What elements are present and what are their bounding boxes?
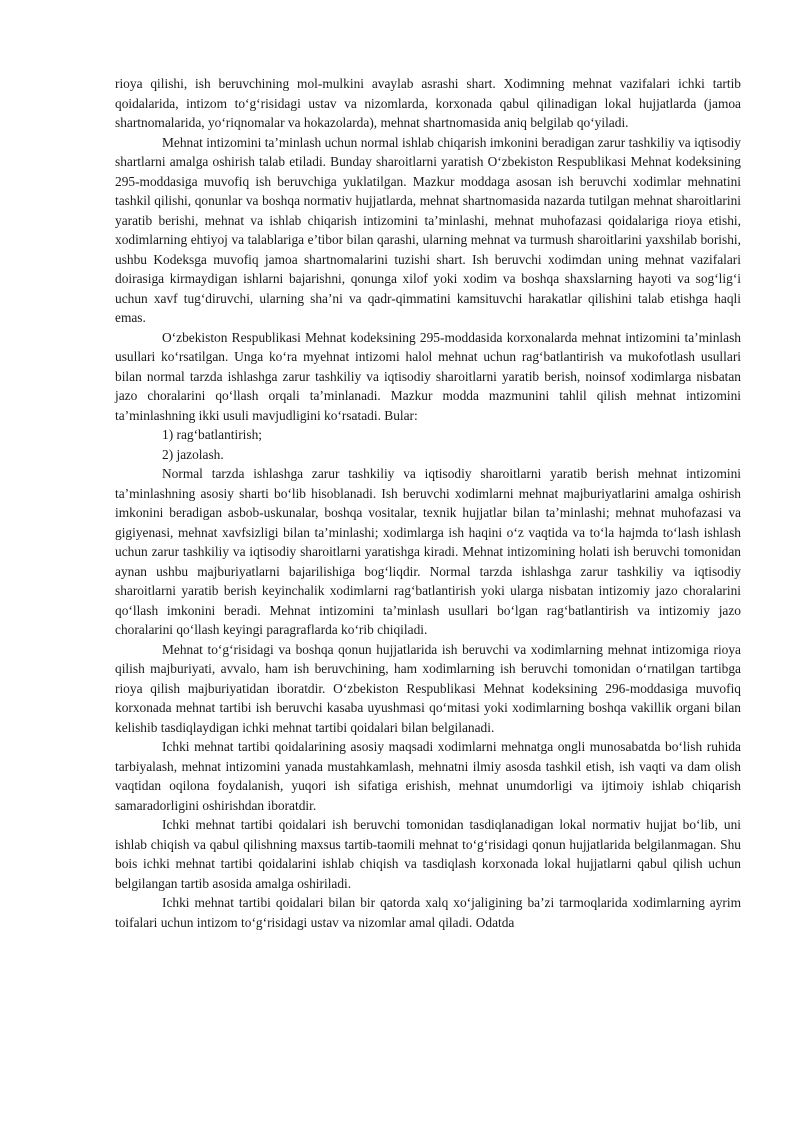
document-page bbox=[115, 74, 741, 932]
paragraph: Normal tarzda ishlashga zarur tashkiliy va iqtisodiy sharoitlarni yaratib berish mehnat intizomini ta’minlashning asosiy sharti bo‘lib hisoblanadi. Ish beruvchi xodimlarni mehnat majburiyatlarini amalga oshirish imkonini beradigan asbob-uskunalar, boshqa vositalar, texnik hujjatlar bilan ta’minlashi; mehnat muhofazasi va gigiyenasi, mehnat xavfsizligi bilan ta’minlashi; xodimlarga ish haqini o‘z vaqtida va to‘la hajmda to‘lash ishlash uchun zarur tashkiliy va iqtisodiy sharoitlarni yaratishga kiradi. Mehnat intizomining holati ish beruvchi tomonidan aynan ushbu majburiyatlarni bajarilishiga bog‘liqdir. Normal tarzda ishlashga zarur tashkiliy va iqtisodiy sharoitlarni yaratib berish keyinchalik xodimlarni rag‘batlantirish yoki ularga nisbatan intizomiy jazo choralarini qo‘llash imkonini beradi. Mehnat intizomini ta’minlash usullari bo‘lgan rag‘batlantirish va intizomiy jazo choralarini qo‘llash keyingi paragraflarda ko‘rib chiqiladi. bbox=[115, 466, 741, 637]
paragraph: O‘zbekiston Respublikasi Mehnat kodeksining 295-moddasida korxonalarda mehnat intizomini ta’minlash usullari ko‘rsatilgan. Unga ko‘ra myehnat intizomi halol mehnat uchun rag‘batlantirish va mukofotlash usullari bilan normal tarzda ishlashga zarur tashkiliy va iqtisodiy sharoitlarni yaratib berish, noinsof xodimlarga nisbatan jazo choralarini qo‘llash orqali ta’minlanadi. Mazkur modda mazmunini tahlil qilish mehnat intizomini ta’minlashning ikki usuli mavjudligini ko‘rsatadi. Bular: bbox=[115, 329, 741, 423]
list-item: 2) jazolash. bbox=[162, 446, 224, 462]
paragraph-continuation: rioya qilishi, ish beruvchining mol-mulkini avaylab asrashi shart. Xodimning mehnat vazifalari ichki tartib qoidalarida, intizom to‘g‘risidagi ustav va nizomlarda, korxonada qabul qilinadigan lokal hujjatlarda (jamoa shartnomalarida, yo‘riqnomalar va hokazolarda), mehnat shartnomasida aniq belgilab qo‘yiladi. bbox=[115, 76, 741, 130]
paragraph: Ichki mehnat tartibi qoidalari bilan bir qatorda xalq xo‘jaligining ba’zi tarmoqlarida xodimlarning ayrim toifalari uchun intizom to‘g‘risidagi ustav va nizomlar amal qiladi. Odatda bbox=[115, 895, 741, 930]
paragraph: Mehnat intizomini ta’minlash uchun normal ishlab chiqarish imkonini beradigan zarur tashkiliy va iqtisodiy shartlarni amalga oshirish talab etiladi. Bunday sharoitlarni yaratish O‘zbekiston Respublikasi Mehnat kodeksining 295-moddasiga muvofiq ish beruvchiga yuklatilgan. Mazkur moddaga asosan ish beruvchi xodimlar mehnatini tashkil qilishi, qonunlar va boshqa normativ hujjatlarda, mehnat shartnomasida nazarda tutilgan mehnat sharoitlarini yaratib berishi, mehnat va ishlab chiqarish intizomini ta’minlashi, mehnat muhofazasi qoidalariga rioya etishi, xodimlarning ehtiyoj va talablariga e’tibor bilan qarashi, ularning mehnat va turmush sharoitlarini yaxshilab borishi, ushbu Kodeksga muvofiq jamoa shartnomalarini tuzishi shart. Ish beruvchi xodimdan uning mehnat vazifalari doirasiga kirmaydigan ishlarni bajarishni, qonunga xilof yoki xodim va boshqa shaxslarning hayoti va sog‘lig‘i uchun xavf tug‘diruvchi, ularning sha’ni va qadr-qimmatini kamsituvchi harakatlar qilishini talab etishga haqli emas. bbox=[115, 134, 741, 325]
paragraph: Ichki mehnat tartibi qoidalari ish beruvchi tomonidan tasdiqlanadigan lokal normativ hujjat bo‘lib, uni ishlab chiqish va qabul qilishning maxsus tartib-taomili mehnat to‘g‘risidagi qonun hujjatlarida belgilanmagan. Shu bois ichki mehnat tartibi qoidalarini ishlab chiqish va tasdiqlash korxonada lokal hujjatlarni qabul qilish uchun belgilangan tartib asosida amalga oshiriladi. bbox=[115, 817, 741, 891]
paragraph: Mehnat to‘g‘risidagi va boshqa qonun hujjatlarida ish beruvchi va xodimlarning mehnat intizomiga rioya qilish majburiyati, avvalo, ham ish beruvchining, ham xodimlarning ish beruvchi tomonidan o‘rnatilgan tartibga rioya qilish majburiyatidan iboratdir. O‘zbekiston Respublikasi Mehnat kodeksining 296-moddasiga muvofiq korxonada mehnat tartibi ish beruvchi kasaba uyushmasi qo‘mitasi yoki xodimlarning boshqa vakillik organi bilan kelishib tasdiqlaydigan ichki mehnat tartibi qoidalari bilan belgilanadi. bbox=[115, 641, 741, 735]
paragraph: Ichki mehnat tartibi qoidalarining asosiy maqsadi xodimlarni mehnatga ongli munosabatda bo‘lish ruhida tarbiyalash, mehnat intizomini yanada mustahkamlash, mehnatni ilmiy asosda tashkil etish, ish vaqti va dam olish vaqtidan oqilona foydalanish, yuqori ish sifatiga erishish, mehnat unumdorligi va ijtimoiy ishlab chiqarish samaradorligini oshirishdan iboratdir. bbox=[115, 739, 741, 813]
list-item: 1) rag‘batlantirish; bbox=[162, 427, 263, 442]
